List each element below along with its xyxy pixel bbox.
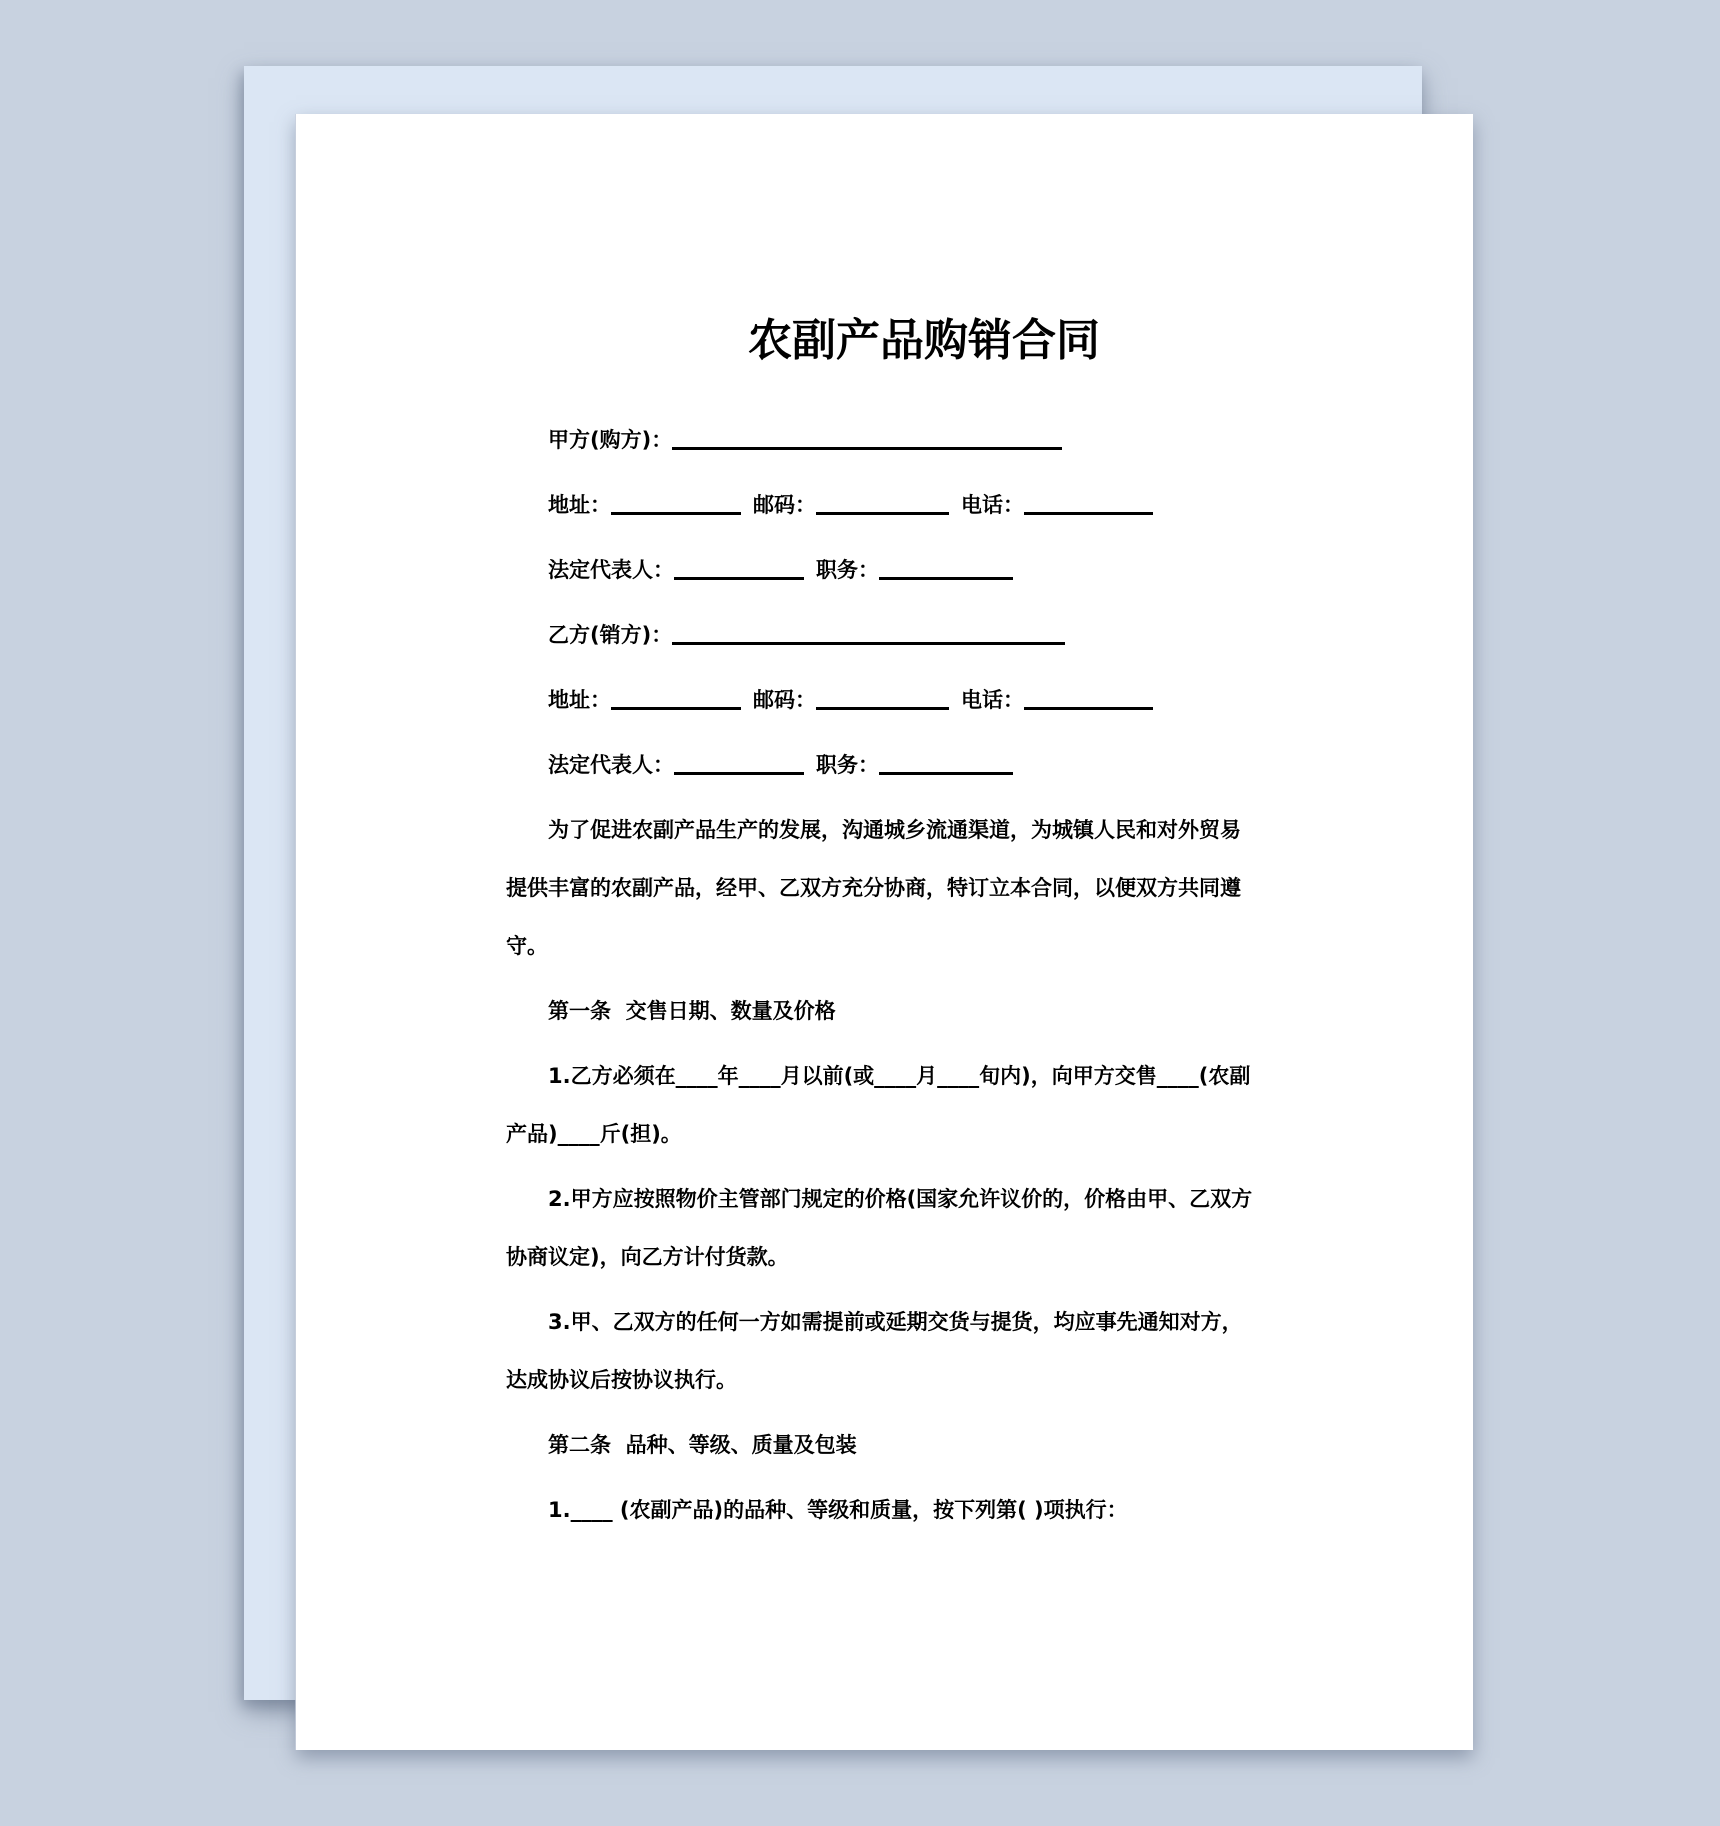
- field-label: 邮码：: [753, 493, 816, 517]
- form-row: [506, 671, 1342, 729]
- blank-underline: [674, 752, 804, 775]
- blank-underline: [816, 687, 949, 710]
- blank-underline: [816, 492, 949, 515]
- text-line: 提供丰富的农副产品，经甲、乙双方充分协商，特订立本合同，以便双方共同遵: [506, 876, 1241, 900]
- blank-underline: [672, 427, 1062, 450]
- body-paragraph: [506, 1293, 1342, 1409]
- form-row: [506, 606, 1342, 664]
- form-row: [506, 476, 1342, 534]
- blank-underline: [611, 687, 741, 710]
- text-line: 1.乙方必须在____年____月以前(或____月____旬内)，向甲方交售____(农副: [548, 1064, 1251, 1088]
- form-row: [506, 736, 1342, 794]
- field-label: 邮码：: [753, 688, 816, 712]
- form-row: [506, 411, 1342, 469]
- text-line: 3.甲、乙双方的任何一方如需提前或延期交货与提货，均应事先通知对方，: [548, 1310, 1243, 1334]
- field-label: 法定代表人：: [548, 753, 674, 777]
- body-paragraph: [506, 1481, 1342, 1539]
- text-line: 协商议定)，向乙方计付货款。: [506, 1245, 789, 1269]
- blank-underline: [879, 557, 1013, 580]
- document-content: [506, 315, 1342, 1546]
- body-paragraph: [506, 1047, 1342, 1163]
- document-page: [296, 114, 1473, 1750]
- field-label: 法定代表人：: [548, 558, 674, 582]
- field-label: 地址：: [548, 493, 611, 517]
- blank-underline: [879, 752, 1013, 775]
- field-label: 乙方(销方)：: [548, 623, 673, 647]
- text-line: 2.甲方应按照物价主管部门规定的价格(国家允许议价的，价格由甲、乙双方: [548, 1187, 1253, 1211]
- blank-underline: [674, 557, 804, 580]
- body-paragraph: [506, 1170, 1342, 1286]
- document-title: 农副产品购销合同: [748, 315, 1100, 366]
- text-line: 第二条 品种、等级、质量及包装: [548, 1433, 857, 1457]
- text-line: 产品)____斤(担)。: [506, 1122, 682, 1146]
- field-label: 电话：: [961, 493, 1024, 517]
- field-label: 甲方(购方)：: [548, 428, 673, 452]
- section-heading: [506, 1416, 1342, 1474]
- text-line: 为了促进农副产品生产的发展，沟通城乡流通渠道，为城镇人民和对外贸易: [548, 818, 1241, 842]
- body-paragraph: [506, 801, 1342, 975]
- text-line: 1.____ (农副产品)的品种、等级和质量，按下列第( )项执行：: [548, 1498, 1128, 1522]
- blank-underline: [1024, 687, 1153, 710]
- contract-form-fields: [506, 411, 1342, 794]
- field-label: 电话：: [961, 688, 1024, 712]
- blank-underline: [1024, 492, 1153, 515]
- field-label: 地址：: [548, 688, 611, 712]
- field-label: 职务：: [816, 558, 879, 582]
- section-heading: [506, 982, 1342, 1040]
- text-line: 达成协议后按协议执行。: [506, 1368, 737, 1392]
- text-line: 第一条 交售日期、数量及价格: [548, 999, 836, 1023]
- blank-underline: [672, 622, 1065, 645]
- contract-body: [506, 801, 1342, 1539]
- form-row: [506, 541, 1342, 599]
- field-label: 职务：: [816, 753, 879, 777]
- text-line: 守。: [506, 934, 548, 958]
- blank-underline: [611, 492, 741, 515]
